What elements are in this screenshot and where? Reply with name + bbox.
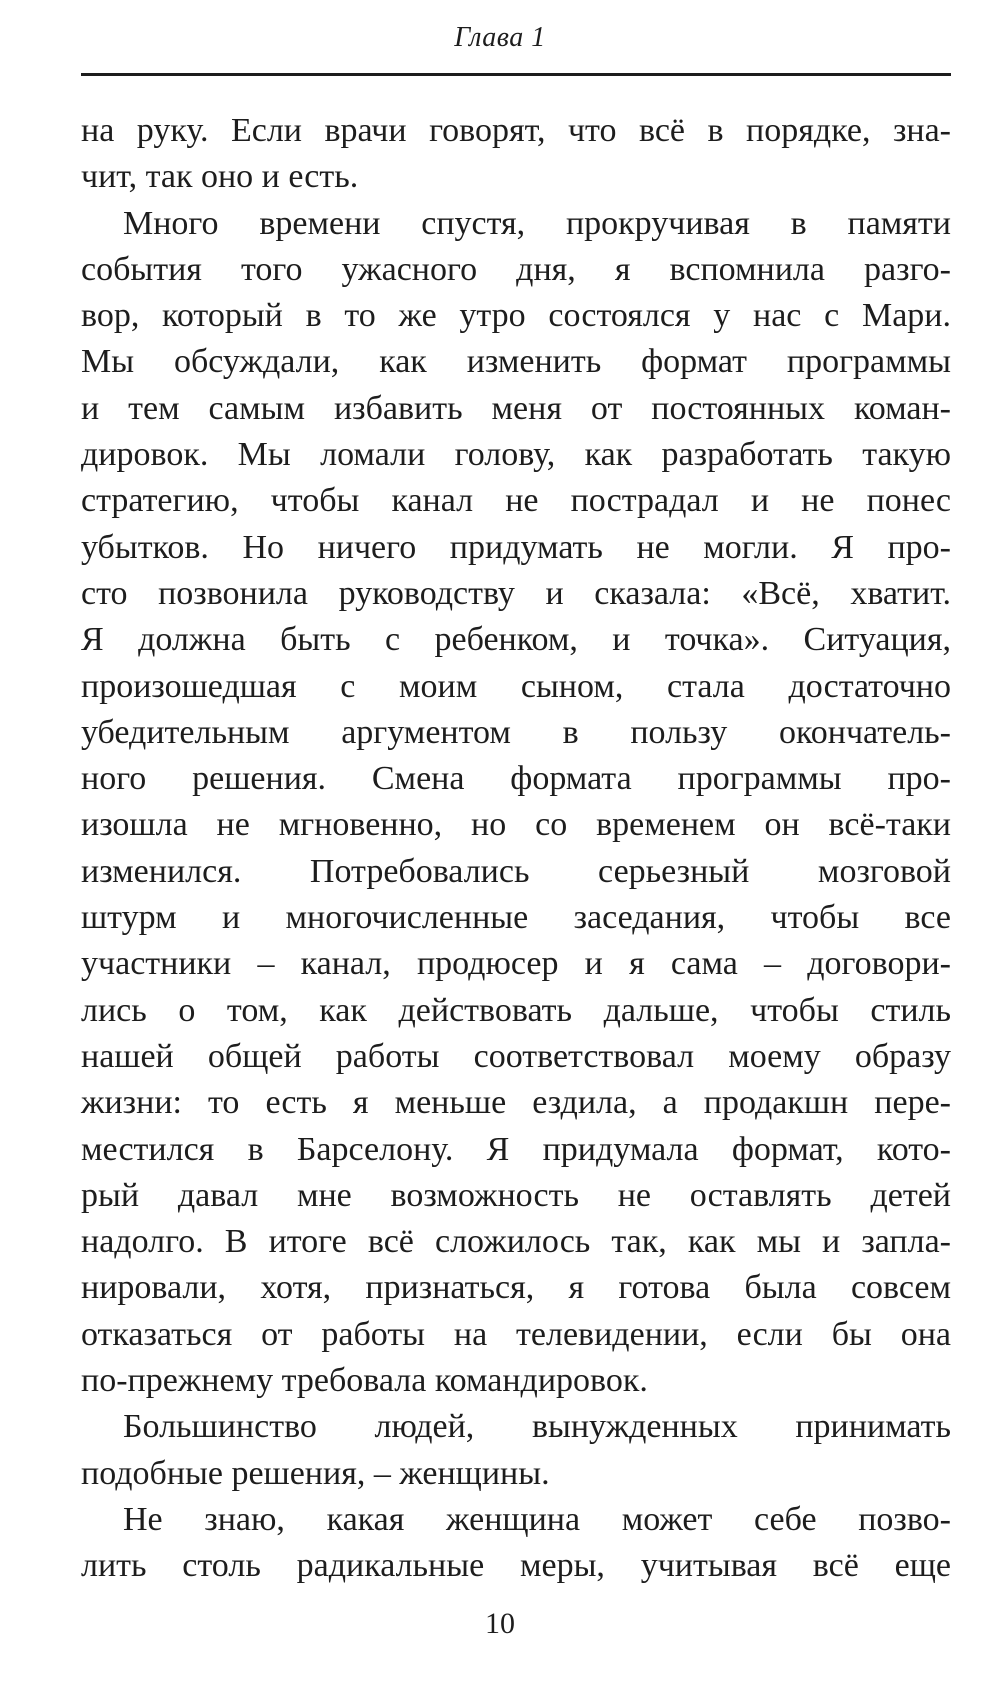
text-line: убытков. Но ничего придумать не могли. Я про- [81,528,951,566]
text-line: по-прежнему требовала командировок. [81,1362,648,1400]
text-line: лись о том, как действовать дальше, чтобы стиль [81,991,951,1029]
text-line: надолго. В итоге всё сложилось так, как мы и запла- [81,1223,951,1261]
text-line: сто позвонила руководству и сказала: «Всё, хватит. [81,574,951,612]
text-line: и тем самым избавить меня от постоянных коман- [81,389,951,427]
text-line: вор, который в то же утро состоялся у нас с Мари. [81,297,951,335]
text-line: местился в Барселону. Я придумала формат, кото- [81,1130,951,1168]
text-line: нашей общей работы соответствовал моему образу [81,1037,951,1075]
text-line: изменился. Потребовались серьезный мозговой [81,852,951,890]
text-line: события того ужасного дня, я вспомнила разго- [81,250,951,288]
page-number: 10 [485,1607,515,1640]
text-line: на руку. Если врачи говорят, что всё в порядке, зна- [81,112,951,149]
text-line: рый давал мне возможность не оставлять детей [81,1176,951,1214]
text-line: ного решения. Смена формата программы про- [81,760,951,798]
text-line: нировали, хотя, признаться, я готова была совсем [81,1269,951,1307]
text-line: убедительным аргументом в пользу окончатель- [81,713,951,751]
text-line: отказаться от работы на телевидении, если бы она [81,1315,951,1353]
text-line: Мы обсуждали, как изменить формат программы [81,343,951,381]
text-line: произошедшая с моим сыном, стала достаточно [81,667,951,705]
text-line: Я должна быть с ребенком, и точка». Ситуация, [81,621,951,659]
text-line: дировок. Мы ломали голову, как разработать такую [81,436,951,474]
text-line: изошла не мгновенно, но со временем он всё-таки [81,806,951,844]
text-line: лить столь радикальные меры, учитывая всё еще [81,1547,951,1585]
text-line: Много времени спустя, прокручивая в памяти [123,204,951,242]
text-line: чит, так оно и есть. [81,158,359,196]
text-line: Не знаю, какая женщина может себе позво- [123,1500,951,1538]
text-line: стратегию, чтобы канал не пострадал и не понес [81,482,951,520]
header-rule [81,73,951,76]
text-line: подобные решения, – женщины. [81,1454,550,1492]
text-line: штурм и многочисленные заседания, чтобы все [81,899,951,937]
text-line: жизни: то есть я меньше ездила, а продакшн пере- [81,1084,951,1122]
text-line: Большинство людей, вынужденных принимать [123,1408,951,1446]
body-text [81,108,951,1590]
text-line: участники – канал, продюсер и я сама – договори- [81,945,951,983]
running-head: Глава 1 [454,22,546,53]
